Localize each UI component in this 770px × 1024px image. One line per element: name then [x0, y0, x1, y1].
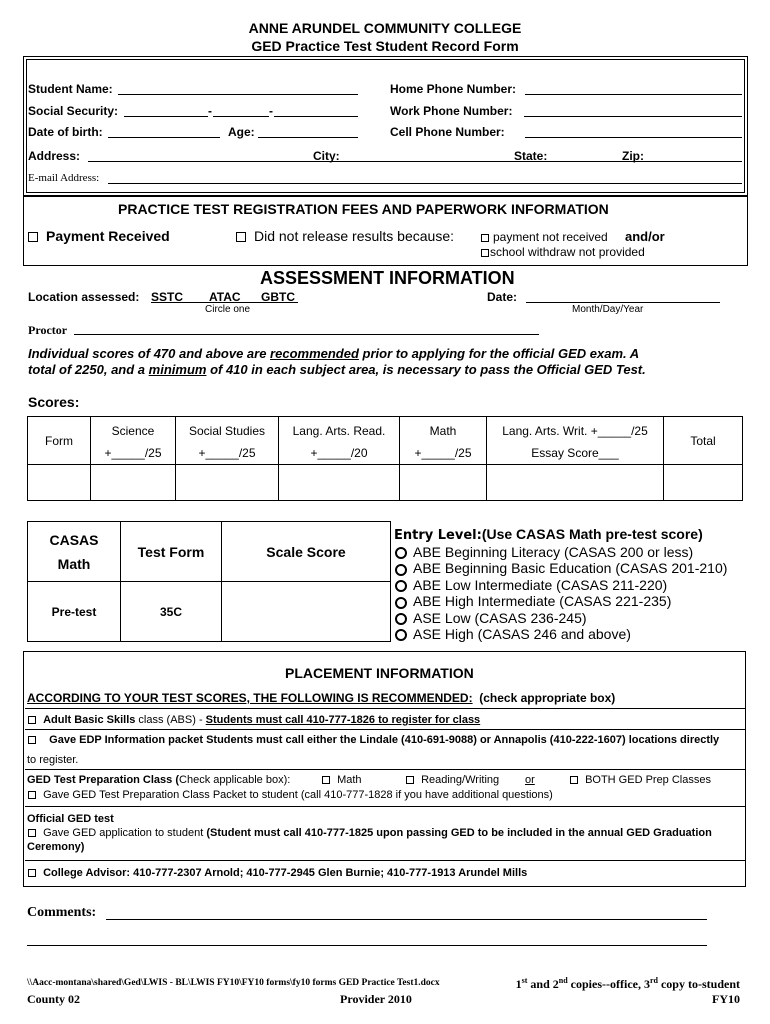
entry-level-option[interactable]	[395, 577, 727, 593]
radio-icon[interactable]	[395, 564, 407, 576]
score-note-line2	[28, 362, 646, 377]
proctor-field[interactable]	[74, 334, 539, 335]
social-security-label: Social Security:	[28, 104, 119, 118]
zip-label: Zip:	[622, 149, 644, 163]
official-line2: Ceremony)	[27, 841, 85, 853]
advisor-checkbox[interactable]	[28, 869, 36, 877]
location-sstc[interactable]: SSTC	[151, 290, 184, 304]
school-withdraw-label: school withdraw not provided	[490, 245, 645, 259]
student-info-box-inner	[26, 59, 745, 193]
date-field[interactable]	[526, 302, 720, 303]
copies-2: and 2	[527, 977, 559, 991]
work-phone-field[interactable]	[524, 116, 742, 117]
note-part3: total of 2250, and a	[28, 362, 149, 377]
entry-level-label: Entry Level:	[394, 528, 482, 543]
form-cell[interactable]	[28, 465, 91, 501]
edp-option[interactable]	[28, 734, 719, 746]
college-name: ANNE ARUNDEL COMMUNITY COLLEGE	[248, 20, 522, 36]
location-gbtc[interactable]: GBTC	[261, 290, 295, 304]
lang-read-cell[interactable]	[279, 465, 400, 501]
dob-label: Date of birth:	[28, 125, 103, 139]
divider	[25, 729, 745, 730]
advisor-option[interactable]	[28, 867, 527, 879]
math-cell[interactable]	[400, 465, 487, 501]
note-part2: prior to applying for the official GED exam. A	[358, 346, 640, 361]
math-sub: +_____/25	[414, 446, 472, 460]
edp-text: Gave EDP Information packet Students must call either the Lindale (410-691-9088) or Annapolis (410-222-1607) locations directly	[49, 734, 720, 746]
proctor-label: Proctor	[28, 323, 68, 337]
prep-open-paren: (	[172, 774, 180, 786]
abs-must: Students must call 410-777-1826 to register for class	[205, 714, 481, 726]
form-value-cell	[121, 582, 222, 642]
comments-field[interactable]	[106, 919, 707, 920]
radio-icon[interactable]	[395, 547, 407, 559]
according-line	[27, 691, 615, 705]
provider: Provider 2010	[340, 992, 412, 1006]
email-label: E-mail Address:	[28, 172, 100, 184]
entry-level-text: ASE Low (CASAS 236-245)	[413, 609, 587, 626]
city-label: City:	[313, 149, 340, 163]
radio-icon[interactable]	[395, 597, 407, 609]
ss-field-1[interactable]	[124, 116, 208, 117]
abs-option[interactable]	[28, 714, 480, 726]
copies-1: 1	[515, 977, 522, 991]
official-ged-option[interactable]	[28, 827, 712, 839]
science-cell[interactable]	[91, 465, 176, 501]
comments-label: Comments:	[27, 905, 97, 920]
social-studies-label: Social Studies	[188, 424, 266, 438]
location-label: Location assessed:	[28, 290, 140, 304]
payment-not-received-option[interactable]	[481, 230, 608, 244]
total-col-header	[664, 417, 743, 465]
official-gave: Gave GED application to student	[43, 827, 204, 839]
science-label: Science	[111, 424, 155, 438]
casas-table	[27, 521, 391, 642]
entry-level-text: ABE High Intermediate (CASAS 221-235)	[413, 593, 672, 610]
scores-label: Scores:	[28, 394, 80, 410]
copies-4: copy to-student	[657, 977, 740, 991]
entry-level-option[interactable]	[395, 544, 727, 560]
home-phone-field[interactable]	[525, 94, 742, 95]
and-or-text: and/or	[625, 229, 665, 244]
advisor-text: College Advisor: 410-777-2307 Arnold; 410-777-2945 Glen Burnie; 410-777-1913 Arundel Mills	[43, 867, 528, 879]
did-not-release-option[interactable]	[236, 228, 454, 244]
social-studies-col-header	[176, 417, 279, 465]
cell-phone-label: Cell Phone Number:	[390, 125, 505, 139]
lang-read-col-header	[279, 417, 400, 465]
radio-icon[interactable]	[395, 629, 407, 641]
math-label: Math	[429, 424, 457, 438]
did-not-release-label: Did not release results because:	[254, 228, 454, 244]
prep-packet-text: Gave GED Test Preparation Class Packet to student (call 410-777-1828 if you have additional questions)	[43, 789, 553, 801]
prep-packet-option[interactable]	[28, 789, 553, 801]
entry-level-list	[395, 544, 727, 642]
work-phone-label: Work Phone Number:	[390, 104, 513, 118]
prep-check-hint: Check applicable box):	[179, 774, 291, 786]
prep-both-label: BOTH GED Prep Classes	[585, 774, 711, 786]
comments-field-line2[interactable]	[27, 945, 707, 946]
official-open-paren: (	[203, 827, 211, 839]
email-field[interactable]	[108, 183, 742, 184]
pretest-cell	[28, 582, 121, 642]
payment-not-received-checkbox[interactable]	[481, 234, 489, 242]
date-format-hint: Month/Day/Year	[572, 304, 644, 315]
payment-not-received-label: payment not received	[493, 230, 608, 244]
county: County 02	[27, 992, 81, 1006]
casas-math-title: Math	[57, 555, 91, 572]
casas-math-header	[28, 522, 121, 582]
entry-level-text: ABE Low Intermediate (CASAS 211-220)	[413, 576, 668, 593]
prep-math-label: Math	[337, 774, 362, 786]
entry-level-option[interactable]	[395, 560, 727, 576]
prep-or: or	[525, 774, 535, 786]
test-form-label: Test Form	[137, 543, 205, 560]
prep-packet-checkbox[interactable]	[28, 791, 36, 799]
entry-level-option[interactable]	[395, 626, 727, 642]
abs-checkbox[interactable]	[28, 716, 36, 724]
school-withdraw-option[interactable]	[481, 245, 645, 259]
ss-field-3[interactable]	[274, 116, 358, 117]
math-col-header	[400, 417, 487, 465]
note-part1: Individual scores of 470 and above are	[28, 346, 271, 361]
prep-reading-label: Reading/Writing	[421, 774, 500, 786]
state-label: State:	[514, 149, 548, 163]
edp-line2: to register.	[27, 754, 79, 766]
location-atac[interactable]: ATAC	[209, 290, 241, 304]
prep-reading-checkbox[interactable]	[406, 776, 414, 784]
scale-score-header	[222, 522, 391, 582]
copies-3: copies--office, 3	[567, 977, 650, 991]
prep-math-option[interactable]	[322, 774, 362, 786]
copies-1-sup: st	[521, 976, 528, 985]
school-withdraw-checkbox[interactable]	[481, 249, 489, 257]
lang-writ-cell[interactable]	[487, 465, 664, 501]
student-name-field[interactable]	[118, 94, 358, 95]
total-cell[interactable]	[664, 465, 743, 501]
pretest-label: Pre-test	[51, 604, 97, 619]
entry-level-option[interactable]	[395, 593, 727, 609]
ss-dash-1: -	[208, 104, 212, 118]
official-ged-title: Official GED test	[27, 813, 114, 825]
prep-class-line	[27, 774, 290, 786]
lang-read-label: Lang. Arts. Read.	[292, 424, 386, 438]
entry-level-title	[394, 526, 703, 543]
payment-received-option[interactable]	[28, 228, 170, 244]
social-studies-sub: +_____/25	[198, 446, 256, 460]
score-note-line1	[28, 346, 639, 361]
dob-field[interactable]	[108, 137, 220, 138]
entry-level-option[interactable]	[395, 610, 727, 626]
test-form-header	[121, 522, 222, 582]
prep-reading-option[interactable]	[406, 774, 499, 786]
student-name-label: Student Name:	[28, 82, 113, 96]
cell-phone-field[interactable]	[525, 137, 742, 138]
divider	[25, 806, 745, 807]
lang-read-sub: +_____/20	[310, 446, 368, 460]
location-underline	[151, 302, 298, 303]
prep-both-option[interactable]	[570, 774, 711, 786]
according-text: ACCORDING TO YOUR TEST SCORES, THE FOLLOWING IS RECOMMENDED:	[27, 691, 473, 705]
social-studies-cell[interactable]	[176, 465, 279, 501]
copies-note	[516, 976, 740, 992]
entry-level-note: (Use CASAS Math pre-test score)	[481, 526, 703, 542]
prep-math-checkbox[interactable]	[322, 776, 330, 784]
note-part4: of 410 in each subject area, is necessary to pass the Official GED Test.	[206, 362, 646, 377]
form-col-label: Form	[45, 433, 73, 448]
age-field[interactable]	[258, 137, 358, 138]
entry-level-text: ABE Beginning Literacy (CASAS 200 or less)	[413, 544, 694, 560]
prep-both-checkbox[interactable]	[570, 776, 578, 784]
radio-icon[interactable]	[395, 580, 407, 592]
divider	[25, 769, 745, 770]
scale-score-cell[interactable]	[222, 582, 391, 642]
ss-dash-2: -	[269, 104, 273, 118]
note-recommended: recommended	[270, 346, 359, 361]
copies-3-sup: rd	[649, 976, 658, 985]
total-col-label: Total	[690, 433, 716, 448]
note-minimum: minimum	[148, 362, 207, 377]
placement-title: PLACEMENT INFORMATION	[285, 665, 474, 681]
entry-level-text: ABE Beginning Basic Education (CASAS 201-210)	[413, 560, 728, 577]
copies-2-sup: nd	[558, 976, 568, 985]
assessment-title: ASSESSMENT INFORMATION	[260, 268, 515, 288]
payment-received-label: Payment Received	[46, 228, 170, 244]
casas-title: CASAS	[49, 531, 99, 548]
radio-icon[interactable]	[395, 613, 407, 625]
fees-title: PRACTICE TEST REGISTRATION FEES AND PAPERWORK INFORMATION	[118, 201, 609, 217]
form-title: GED Practice Test Student Record Form	[251, 38, 519, 54]
form-value: 35C	[159, 604, 182, 619]
address-label: Address:	[28, 149, 81, 163]
scale-score-label: Scale Score	[266, 543, 346, 560]
scores-table	[27, 416, 743, 501]
divider	[25, 708, 745, 709]
check-box-hint: (check appropriate box)	[479, 691, 616, 705]
home-phone-label: Home Phone Number:	[390, 82, 517, 96]
edp-checkbox[interactable]	[28, 736, 36, 744]
science-col-header	[91, 417, 176, 465]
abs-mid: class (ABS) -	[135, 714, 206, 726]
form-col-header	[28, 417, 91, 465]
file-path: \\Aacc-montana\shared\Ged\LWIS - BL\LWIS FY10\FY10 forms\fy10 forms GED Practice Test1.docx	[27, 978, 440, 988]
did-not-release-checkbox[interactable]	[236, 232, 246, 242]
payment-received-checkbox[interactable]	[28, 232, 38, 242]
prep-class-label: GED Test Preparation Class	[27, 774, 173, 786]
entry-level-text: ASE High (CASAS 246 and above)	[413, 626, 631, 643]
lang-writ-col-header	[487, 417, 664, 465]
age-label: Age:	[228, 125, 255, 139]
lang-writ-sub: Essay Score___	[531, 446, 619, 460]
circle-one-hint: Circle one	[205, 304, 251, 315]
divider	[25, 860, 745, 861]
abs-label: Adult Basic Skills	[43, 714, 136, 726]
date-label: Date:	[487, 290, 518, 304]
lang-writ-label: Lang. Arts. Writ. +_____/25	[502, 424, 648, 438]
official-ged-checkbox[interactable]	[28, 829, 36, 837]
fiscal-year: FY10	[712, 992, 740, 1006]
official-must: Student must call 410-777-1825 upon passing GED to be included in the annual GED Graduation	[210, 827, 712, 839]
ss-field-2[interactable]	[213, 116, 269, 117]
science-sub: +_____/25	[104, 446, 162, 460]
